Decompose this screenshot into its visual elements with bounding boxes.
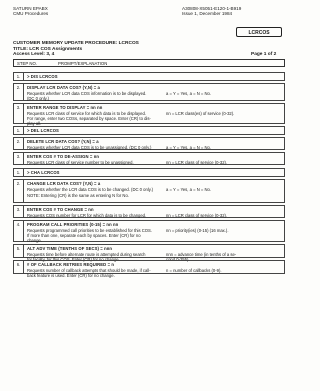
explanation-text <box>27 146 161 151</box>
col-prompt: PROMPT/EXPLANATION <box>58 61 108 66</box>
explanation-line: Requests LCR class of service for which data is to be displayed. <box>27 110 146 116</box>
step-number: 6. <box>14 261 24 273</box>
value-line: a = Y = Yes, a = N = No. <box>166 187 212 192</box>
procedure-badge: LCRCOS <box>236 27 282 37</box>
explanation-line: Requests whether LCR data COS information is to be displayed. <box>27 90 147 96</box>
step-number: 3. <box>14 153 24 164</box>
explanation-line: Requests whether LCR data COS is to be unassigned. (DC 0 only.) <box>27 144 152 150</box>
step-row <box>13 137 285 150</box>
header-right <box>182 6 241 17</box>
procedure-subtitle: TITLE: LCR COS Assignments <box>13 46 83 52</box>
step-body <box>27 86 161 102</box>
prompt-text: PROGRAM CALL PRIORITIES (0-15) = nn nn <box>27 222 119 227</box>
step-number: 1. <box>14 73 24 80</box>
value-line: nn = LCR class of service (0-32). <box>166 160 228 165</box>
step-number: 2. <box>14 180 24 202</box>
step-row <box>13 220 285 242</box>
step-number: 3. <box>14 104 24 123</box>
step-body <box>27 106 161 127</box>
explanation-line: Requests time before alternate route is attempted during search <box>27 251 146 257</box>
explanation-line: If more than one, separate each by spaces. Enter (CR) for no <box>27 232 141 238</box>
step-number: 2. <box>14 138 24 149</box>
explanation-line: Requests programmed call priorities to be established for this COS. <box>27 227 152 233</box>
explanation-line: For range, enter two COSs, separated by space. Enter (CR) to dis- <box>27 115 151 121</box>
explanation-text <box>27 92 161 102</box>
step-body <box>27 223 161 244</box>
explanation-line: play all. <box>27 120 42 126</box>
command-text: > DIS LCRCOS <box>27 73 58 79</box>
explanation-line: back feature is used. Enter (CR) for no change. <box>27 272 115 278</box>
value-description <box>166 229 284 234</box>
step-number: 1. <box>14 169 24 176</box>
explanation-line: change. <box>27 237 42 243</box>
command-text: > CHA LCRCOS <box>27 169 60 175</box>
step-body <box>27 129 161 134</box>
value-line: a = Y = Yes, a = N = No. <box>166 91 212 96</box>
prompt-text: DELETE LCR DATA COS? (Y,N) = a <box>27 139 99 144</box>
note-line: NOTE: Entering (CR) is the same as entering N for No. <box>27 192 129 198</box>
prompt-text: ENTER COS # TO CHANGE = nn <box>27 207 94 212</box>
title-block <box>13 41 139 58</box>
step-body <box>27 140 161 151</box>
command-row <box>13 168 285 177</box>
value-line: nn = priority(ies) (0-15) (16 max.). <box>166 228 229 233</box>
step-body <box>27 155 161 166</box>
prompt-text: # OF CALLBACK RETRIES REQUIRED = n <box>27 262 115 267</box>
value-description <box>166 146 284 151</box>
header-product: SATURN EPABX <box>13 6 48 11</box>
value-description <box>166 188 284 193</box>
step-number: 4. <box>14 221 24 241</box>
step-body <box>27 171 161 176</box>
value-description <box>166 92 284 97</box>
explanation-text <box>27 269 161 279</box>
value-description <box>166 112 284 117</box>
step-row <box>13 152 285 165</box>
value-line: n = number of callbacks (0-9). <box>166 268 222 273</box>
col-step: STEP NO. <box>17 61 37 66</box>
explanation-line: (DC 0 only.) <box>27 95 50 101</box>
prompt-text: ENTER COS # TO DE-ASSIGN = nn <box>27 154 100 159</box>
procedure-title: CUSTOMER MEMORY UPDATE PROCEDURE: LCRCOS <box>13 41 139 46</box>
value-line: cond 0-255). <box>166 256 190 262</box>
step-row <box>13 179 285 203</box>
explanation-line: for facility, for this COS. Enter (CR) for no change. <box>27 256 120 262</box>
header-manual: CMU Procedures <box>13 11 49 17</box>
explanation-line: Requests number of callback attempts that should be made, if call- <box>27 267 151 273</box>
explanation-line: Requests COS number for LCR for which data is to be changed. <box>27 212 147 218</box>
explanation-text <box>27 229 161 244</box>
note-text <box>27 194 161 199</box>
step-number: 2. <box>14 84 24 100</box>
value-description <box>166 269 284 274</box>
step-row <box>13 205 285 218</box>
access-level: Access Level: 3, 4 <box>13 52 55 58</box>
step-number: 3. <box>14 206 24 217</box>
step-number: 5. <box>14 245 24 257</box>
step-row <box>13 103 285 124</box>
header-issue: Issue 1, December 1984 <box>182 11 233 17</box>
explanation-text <box>27 112 161 127</box>
step-number: 1. <box>14 127 24 134</box>
value-line: nn = LCR class of service (0-32). <box>166 213 228 218</box>
prompt-text: ENTER RANGE TO DISPLAY = nn nn <box>27 105 103 110</box>
step-body <box>27 75 161 80</box>
step-row <box>13 83 285 101</box>
explanation-line: Requests LCR class of service number to be unassigned. <box>27 159 134 165</box>
explanation-text <box>27 161 161 166</box>
step-body <box>27 263 161 279</box>
column-header <box>13 59 285 67</box>
command-row <box>13 126 285 135</box>
prompt-text: ALT ADV TIME (TENTHS OF SECS) = nnn <box>27 246 113 251</box>
header-left <box>13 6 48 17</box>
explanation-text <box>27 214 161 219</box>
value-line: nnn = advance time (in tenths of a se- <box>166 252 237 257</box>
value-description <box>166 214 284 219</box>
header-docnum: A30808-X5051-E120-1-B919 <box>182 6 242 11</box>
step-body <box>27 208 161 219</box>
step-body <box>27 182 161 199</box>
page-number: Page 1 of 2 <box>251 52 277 57</box>
prompt-text: DISPLAY LCR DATA COS? (Y,N) = a <box>27 85 100 90</box>
prompt-text: CHANGE LCR DATA COS? (Y,N) = a <box>27 181 101 186</box>
command-row <box>13 72 285 81</box>
explanation-line: Requests whether the LCR data COS is to be changed. (DC 0 only.) <box>27 186 154 192</box>
command-text: > DEL LCRCOS <box>27 127 59 133</box>
step-row <box>13 244 285 262</box>
value-description <box>166 161 284 166</box>
value-line: a = Y = Yes, a = N = No. <box>166 145 212 150</box>
value-line: nn = LCR class(es) of service (0-32). <box>166 111 235 116</box>
